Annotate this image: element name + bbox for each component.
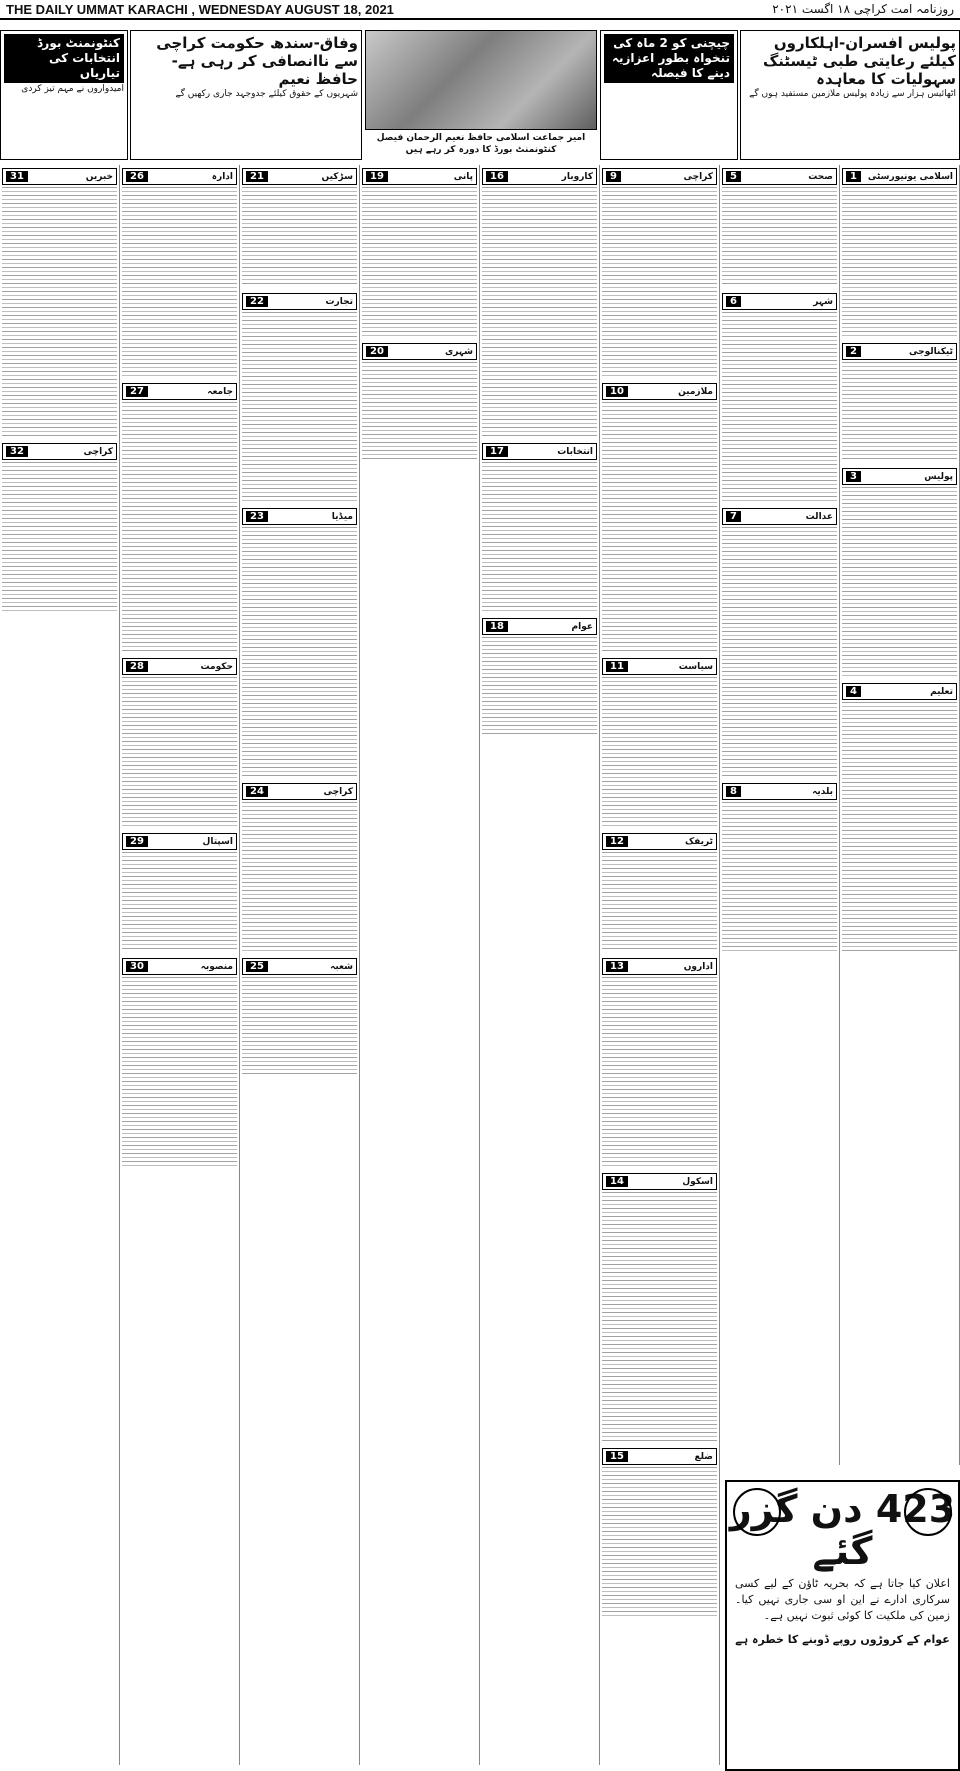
news-item-number: 21 <box>246 171 268 182</box>
news-item-heading <box>242 958 357 975</box>
news-item-text <box>602 187 717 377</box>
news-item-text <box>122 977 237 1167</box>
news-item-title: شہری <box>445 346 473 357</box>
news-item <box>122 168 237 377</box>
advert-footer: عوام کے کروڑوں روپے ڈوبنے کا خطرہ ہے <box>735 1633 950 1646</box>
news-item-number: 22 <box>246 296 268 307</box>
news-item-heading <box>602 658 717 675</box>
news-item-title: پولیس <box>924 471 953 482</box>
news-item-text <box>2 187 117 437</box>
news-item-heading <box>482 618 597 635</box>
news-item-heading <box>122 168 237 185</box>
news-item-heading <box>2 168 117 185</box>
news-item-title: انتخابات <box>557 446 593 457</box>
news-item-heading <box>842 168 957 185</box>
news-item-title: اسپتال <box>202 836 233 847</box>
news-item <box>602 1173 717 1442</box>
news-item-title: تعلیم <box>930 686 953 697</box>
news-item <box>2 168 117 437</box>
headline-stipend-title: چیچنی کو 2 ماہ کی تنخواہ بطور اعزازیہ دینے کا فیصلہ <box>604 34 734 83</box>
news-item-heading <box>602 383 717 400</box>
news-column <box>240 165 360 1765</box>
news-item-number: 15 <box>606 1451 628 1462</box>
news-item-number: 14 <box>606 1176 628 1187</box>
news-item-title: سیاست <box>678 661 713 672</box>
news-item-number: 6 <box>726 296 741 307</box>
news-item-heading <box>842 683 957 700</box>
news-item-text <box>122 187 237 377</box>
news-item-title: اسکول <box>682 1176 713 1187</box>
news-item-text <box>482 637 597 737</box>
news-item-heading <box>842 343 957 360</box>
news-item-text <box>722 802 837 952</box>
headline-cantonment-title: کنٹونمنٹ بورڈ انتخابات کی تیاریاں <box>4 34 124 83</box>
news-item-title: کراچی <box>83 446 113 457</box>
news-item <box>482 618 597 737</box>
news-item-number: 8 <box>726 786 741 797</box>
news-item-heading <box>482 168 597 185</box>
news-item-heading <box>602 168 717 185</box>
news-item-title: میڈیا <box>331 511 353 522</box>
news-item <box>482 443 597 612</box>
news-item-number: 5 <box>726 171 741 182</box>
news-item <box>2 443 117 612</box>
news-item-title: پانی <box>453 171 473 182</box>
news-column <box>0 165 120 1765</box>
news-item-text <box>242 527 357 777</box>
headline-cantonment-sub: امیدواروں نے مہم تیز کردی <box>21 84 124 94</box>
news-item <box>602 383 717 652</box>
news-item-text <box>602 1467 717 1617</box>
news-item-title: سڑکیں <box>321 171 353 182</box>
masthead-title-english: THE DAILY UMMAT KARACHI , WEDNESDAY AUGUST 18, 2021 <box>6 1 394 17</box>
news-item-number: 23 <box>246 511 268 522</box>
top-headlines <box>0 30 960 160</box>
news-item-title: کراچی <box>683 171 713 182</box>
news-item-heading <box>122 833 237 850</box>
news-item-number: 11 <box>606 661 628 672</box>
news-item-number: 25 <box>246 961 268 972</box>
news-item <box>722 293 837 502</box>
news-item <box>242 168 357 287</box>
seal-icon <box>733 1488 781 1536</box>
news-item-heading <box>602 1448 717 1465</box>
news-item <box>242 958 357 1077</box>
headline-naeem-sub: شہریوں کے حقوق کیلئے جدوجہد جاری رکھیں گے <box>175 89 358 99</box>
news-item-title: ادارہ <box>211 171 233 182</box>
news-item <box>842 168 957 337</box>
news-column <box>720 165 840 1465</box>
news-item-heading <box>242 783 357 800</box>
news-item-number: 4 <box>846 686 861 697</box>
news-item-number: 28 <box>126 661 148 672</box>
news-item <box>842 468 957 677</box>
news-item-number: 10 <box>606 386 628 397</box>
news-item <box>242 293 357 502</box>
news-item-title: صحت <box>808 171 833 182</box>
news-item <box>122 383 237 652</box>
news-item-heading <box>722 168 837 185</box>
news-item-heading <box>242 168 357 185</box>
news-item-text <box>122 402 237 652</box>
headline-stipend <box>600 30 738 160</box>
news-item-heading <box>122 383 237 400</box>
news-item-text <box>362 187 477 337</box>
news-item <box>602 168 717 377</box>
news-item-number: 24 <box>246 786 268 797</box>
news-column <box>120 165 240 1765</box>
news-item <box>242 783 357 952</box>
news-item-text <box>722 527 837 777</box>
news-photo <box>365 30 597 130</box>
news-item <box>362 168 477 337</box>
news-item-text <box>362 362 477 462</box>
news-item-title: کراچی <box>323 786 353 797</box>
news-item-number: 30 <box>126 961 148 972</box>
news-item-heading <box>122 958 237 975</box>
news-item-text <box>602 977 717 1167</box>
news-item-text <box>242 802 357 952</box>
headline-naeem <box>130 30 362 160</box>
news-item-number: 3 <box>846 471 861 482</box>
news-item-heading <box>362 168 477 185</box>
news-item-title: شہر <box>813 296 833 307</box>
news-item <box>722 168 837 287</box>
advert-text: اعلان کیا جاتا ہے کہ بحریہ ٹاؤن کے لیے کسی سرکاری ادارے نے این او سی جاری نہیں کیا۔ زمین کی ملکیت کا کوئی ثبوت نہیں ہے۔ <box>735 1577 950 1622</box>
news-item-number: 32 <box>6 446 28 457</box>
headline-police-sub: اٹھائیس ہزار سے زیادہ پولیس ملازمین مستفید ہوں گے <box>749 89 956 99</box>
news-item-number: 19 <box>366 171 388 182</box>
news-item <box>602 833 717 952</box>
news-item-heading <box>482 443 597 460</box>
news-item <box>842 343 957 462</box>
news-item-number: 17 <box>486 446 508 457</box>
headline-police <box>740 30 960 160</box>
news-item <box>482 168 597 437</box>
news-item <box>362 343 477 462</box>
news-item-number: 29 <box>126 836 148 847</box>
news-item-text <box>122 852 237 952</box>
bahria-advert <box>725 1480 960 1771</box>
masthead-title-urdu: روزنامہ امت کراچی ۱۸ اگست ۲۰۲۱ <box>772 2 954 16</box>
news-item-heading <box>722 508 837 525</box>
news-item-heading <box>602 958 717 975</box>
news-column <box>360 165 480 1765</box>
news-item <box>722 783 837 952</box>
news-item-number: 16 <box>486 171 508 182</box>
news-item-title: تجارت <box>325 296 353 307</box>
news-item-text <box>2 462 117 612</box>
news-item-heading <box>842 468 957 485</box>
news-item-title: ملازمین <box>678 386 713 397</box>
news-item <box>842 683 957 952</box>
news-item-heading <box>602 1173 717 1190</box>
news-item-number: 18 <box>486 621 508 632</box>
news-item-title: حکومت <box>200 661 233 672</box>
news-item-title: ضلع <box>694 1451 713 1462</box>
news-item-number: 27 <box>126 386 148 397</box>
news-item-heading <box>242 508 357 525</box>
news-item-title: عدالت <box>805 511 833 522</box>
headline-cantonment <box>0 30 128 160</box>
news-item-heading <box>362 343 477 360</box>
news-item-title: عوام <box>571 621 593 632</box>
news-item-number: 9 <box>606 171 621 182</box>
news-item-text <box>242 977 357 1077</box>
news-item <box>122 833 237 952</box>
news-item-text <box>602 852 717 952</box>
news-item-heading <box>722 293 837 310</box>
news-item-title: ٹریفک <box>684 836 713 847</box>
news-item <box>122 958 237 1167</box>
news-item-text <box>842 362 957 462</box>
news-item <box>602 1448 717 1617</box>
news-item-number: 26 <box>126 171 148 182</box>
news-item-text <box>722 187 837 287</box>
news-item-title: کاروبار <box>561 171 593 182</box>
news-item-title: شعبہ <box>330 961 353 972</box>
advert-headline: 423 دن گزر گئے <box>729 1487 956 1573</box>
news-item-number: 31 <box>6 171 28 182</box>
news-item-heading <box>122 658 237 675</box>
news-item-title: اسلامی یونیورسٹی <box>867 171 953 182</box>
headline-police-title: پولیس افسران-اہلکاروں کیلئے رعایتی طبی ٹیسٹنگ سہولیات کا معاہدہ <box>762 34 956 88</box>
news-item-title: جامعہ <box>207 386 233 397</box>
news-item-number: 1 <box>846 171 861 182</box>
news-item-text <box>842 187 957 337</box>
news-column <box>600 165 720 1765</box>
news-item-text <box>722 312 837 502</box>
news-item-number: 7 <box>726 511 741 522</box>
news-item-text <box>242 187 357 287</box>
news-item <box>722 508 837 777</box>
news-item-title: بلدیہ <box>812 786 833 797</box>
news-item-title: خبریں <box>85 171 113 182</box>
news-item-text <box>242 312 357 502</box>
news-item-heading <box>602 833 717 850</box>
news-item-text <box>122 677 237 827</box>
news-item-heading <box>242 293 357 310</box>
news-item-heading <box>722 783 837 800</box>
news-item-number: 12 <box>606 836 628 847</box>
news-item <box>242 508 357 777</box>
news-item-text <box>602 1192 717 1442</box>
news-column <box>840 165 960 1465</box>
news-item-number: 13 <box>606 961 628 972</box>
news-item <box>602 658 717 827</box>
news-item-number: 20 <box>366 346 388 357</box>
news-item-title: ٹیکنالوجی <box>909 346 953 357</box>
news-item-text <box>602 402 717 652</box>
headline-naeem-title: وفاق-سندھ حکومت کراچی سے ناانصافی کر رہی ہے-حافظ نعیم <box>156 34 358 88</box>
news-item <box>602 958 717 1167</box>
news-item-number: 2 <box>846 346 861 357</box>
news-item-text <box>602 677 717 827</box>
news-item-text <box>482 187 597 437</box>
news-column <box>480 165 600 1765</box>
news-item-title: منصوبہ <box>200 961 233 972</box>
news-item-text <box>842 702 957 952</box>
seal-icon <box>904 1488 952 1536</box>
news-item-title: اداروں <box>683 961 713 972</box>
news-item-text <box>842 487 957 677</box>
news-item-text <box>482 462 597 612</box>
news-item-heading <box>2 443 117 460</box>
masthead <box>0 0 960 20</box>
photo-caption: امیر جماعت اسلامی حافظ نعیم الرحمان فیصل کنٹونمنٹ بورڈ کا دورہ کر رہے ہیں <box>376 133 586 155</box>
news-item <box>122 658 237 827</box>
